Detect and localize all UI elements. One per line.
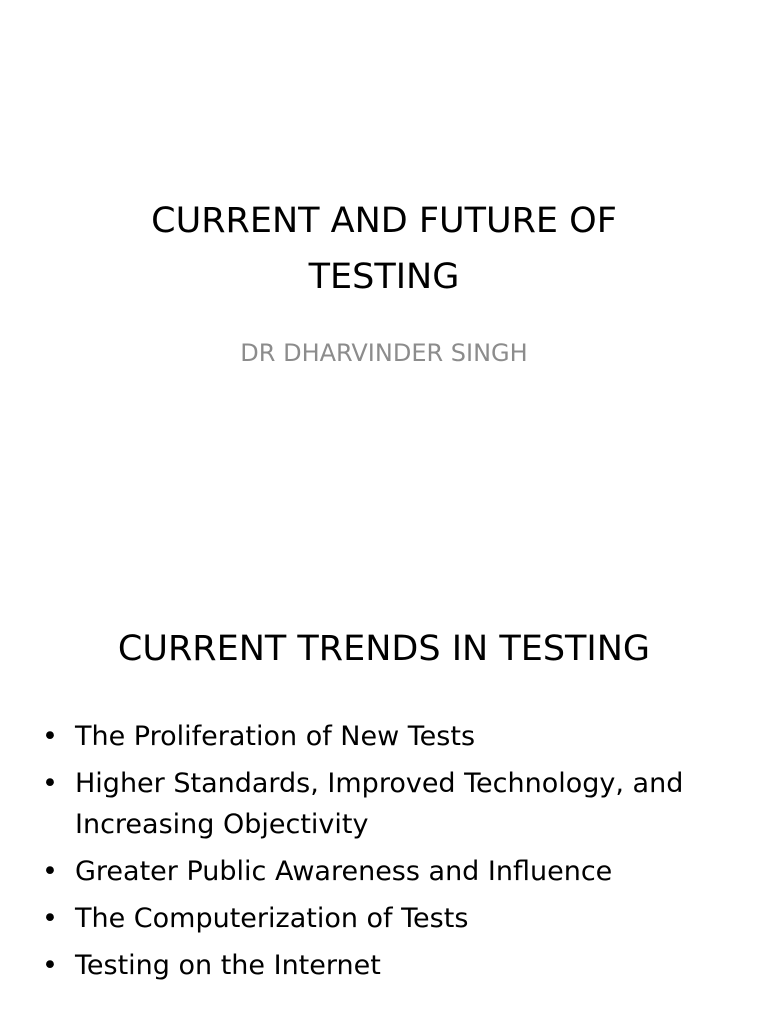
bullet-text: The Proliferation of New Tests: [75, 721, 476, 752]
bullet-icon: •: [42, 950, 58, 981]
slide-title: CURRENT TRENDS IN TESTING: [117, 629, 651, 669]
slide-subtitle: DR DHARVINDER SINGH: [240, 339, 528, 367]
slide-title: CURRENT AND FUTURE OF TESTING: [151, 201, 617, 297]
bullet-icon: •: [42, 721, 58, 752]
bullet-item: [38, 716, 688, 757]
bullet-item: [38, 851, 688, 892]
bullet-text: Higher Standards, Improved Technology, and Increasing Objectivity: [75, 768, 684, 840]
bullet-text: The Computerization of Tests: [75, 903, 469, 934]
content-slide: [0, 576, 768, 1024]
bullet-item: [38, 945, 688, 986]
bullet-text: Greater Public Awareness and Influence: [75, 856, 613, 887]
bullet-list: [38, 716, 688, 992]
bullet-icon: •: [42, 903, 58, 934]
bullet-text: Testing on the Internet: [75, 950, 381, 981]
bullet-icon: •: [42, 768, 58, 799]
bullet-item: [38, 763, 688, 845]
bullet-icon: •: [42, 856, 58, 887]
bullet-item: [38, 898, 688, 939]
